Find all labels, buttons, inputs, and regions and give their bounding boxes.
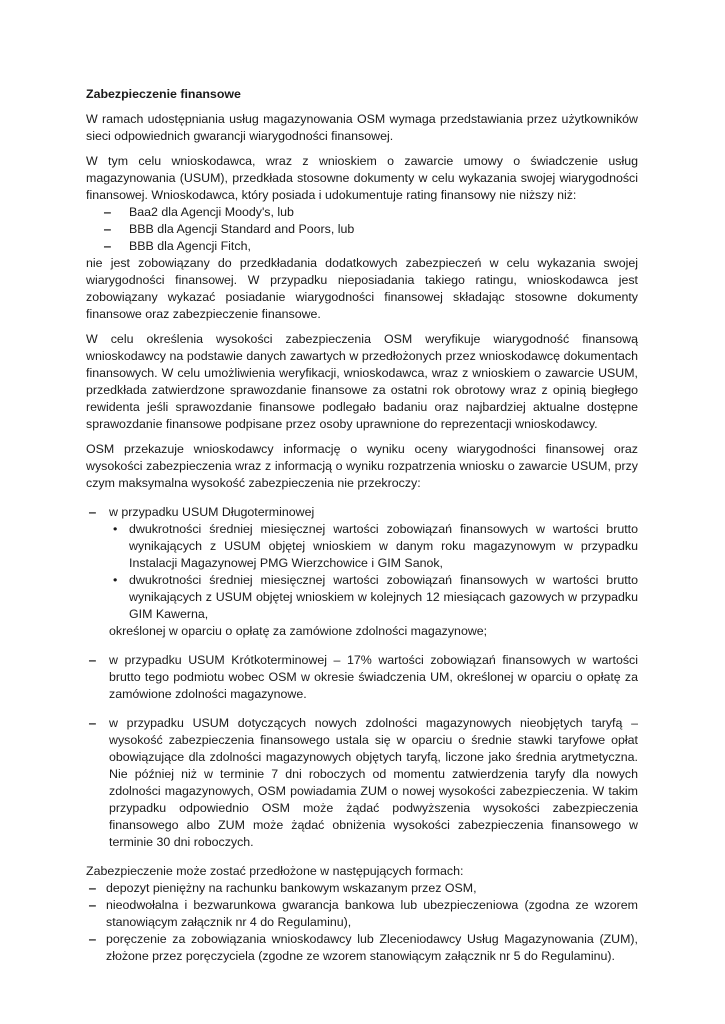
case-short-term: ‒ w przypadku USUM Krótkoterminowej – 17% wartości zobowiązań finansowych w wartości brutto tego podmiotu wobec OSM w okresie świadczenia UM, określonej w oparciu o opłatę za zamówione zdolności magazynowe. [86,652,638,703]
rating-item-fitch: ‒ BBB dla Agencji Fitch, [86,238,638,255]
rating-item-sp: ‒ BBB dla Agencji Standard and Poors, lub [86,221,638,238]
rating-item-moodys: ‒ Baa2 dla Agencji Moody's, lub [86,204,638,221]
paragraph-rating-requirement: W tym celu wnioskodawca, wraz z wnioskiem o zawarcie umowy o świadczenie usług magazynowania (USUM), przedkłada stosowne dokumenty w celu wykazania swojej wiarygodności finansowej. Wnioskodawca, który posiada i udokumentuje rating finansowy nie niższy niż: [86,154,638,202]
paragraph-forms-intro: Zabezpieczenie może zostać przedłożone w następujących formach: [86,864,464,878]
case-long-term-outro: określonej w oparciu o opłatę za zamówione zdolności magazynowe; [109,624,488,638]
long-term-bullets [109,521,638,623]
paragraph-max-amount: OSM przekazuje wnioskodawcy informację o wyniku oceny wiarygodności finansowej oraz wysokości zabezpieczenia wraz z informacją o wyniku rozpatrzenia wniosku o zawarcie USUM, przy czym maksymalna wysokość zabezpieczenia nie przekroczy: [86,442,638,490]
case-new-capacity: ‒ w przypadku USUM dotyczących nowych zdolności magazynowych nieobjętych taryfą – wysokość zabezpieczenia finansowego ustala się w oparciu o średnie stawki taryfowe opłat obowiązujące dla zdolności magazynowych objętych taryfą, liczone jako średnia arytmetyczna. Nie później niż w terminie 7 dni roboczych od momentu zatwierdzenia taryfy dla nowych zdolności magazynowych, OSM powiadamia ZUM o nowej wysokości zabezpieczenia. W takim przypadku odpowiednio OSM może żądać podwyższenia wysokości zabezpieczenia finansowego albo ZUM może żądać obniżenia wysokości zabezpieczenia finansowego w terminie 30 dni roboczych. [86,715,638,851]
paragraph-rating-continuation: nie jest zobowiązany do przedkładania dodatkowych zabezpieczeń w celu wykazania swojej wiarygodności finansowej. W przypadku nieposiadania takiego ratingu, wnioskodawca jest zobowiązany wykazać posiadanie wiarygodności finansowej składając stosowne dokumenty finansowe oraz zabezpieczenie finansowe. [86,256,638,321]
form-item-deposit: ‒ depozyt pieniężny na rachunku bankowym wskazanym przez OSM, [86,880,638,897]
paragraph-verification: W celu określenia wysokości zabezpieczenia OSM weryfikuje wiarygodność finansową wnioskodawcy na podstawie danych zawartych w przedłożonych przez wnioskodawcę dokumentach finansowych. W celu umożliwienia weryfikacji, wnioskodawca, wraz z wnioskiem o zawarcie USUM, przedkłada zatwierdzone sprawozdanie finansowe za ostatni rok obrotowy wraz z opinią biegłego rewidenta jeśli sprawozdanie finansowe podlegało badaniu oraz najbardziej aktualne dostępne sprawozdanie finansowe podpisane przez osoby uprawnione do reprezentacji wnioskodawcy. [86,332,638,431]
section-title: Zabezpieczenie finansowe [86,87,241,101]
document-content [86,86,638,965]
forms-list [86,880,638,965]
paragraph-intro: W ramach udostępniania usług magazynowania OSM wymaga przedstawiania przez użytkowników sieci odpowiednich gwarancji wiarygodności finansowej. [86,112,638,143]
long-term-bullet-kawerna: • dwukrotności średniej miesięcznej wartości zobowiązań finansowych w wartości brutto wynikających z USUM objętej wnioskiem w kolejnych 12 miesiącach gazowych w przypadku GIM Kawerna, [109,572,638,623]
form-item-surety: ‒ poręczenie za zobowiązania wnioskodawcy lub Zleceniodawcy Usług Magazynowania (ZUM), złożone przez poręczyciela (zgodne ze wzorem stanowiącym załącznik nr 5 do Regulaminu). [86,931,638,965]
long-term-bullet-pmg: • dwukrotności średniej miesięcznej wartości zobowiązań finansowych w wartości brutto wynikających z USUM objętej wnioskiem w danym roku magazynowym w przypadku Instalacji Magazynowej PMG Wierzchowice i GIM Sanok, [109,521,638,572]
form-item-guarantee: ‒ nieodwołalna i bezwarunkowa gwarancja bankowa lub ubezpieczeniowa (zgodna ze wzorem stanowiącym załącznik nr 4 do Regulaminu), [86,897,638,931]
rating-list [86,204,638,255]
case-long-term [86,504,638,640]
case-long-term-intro: ‒ w przypadku USUM Długoterminowej [109,505,315,519]
cases-list [86,504,638,851]
